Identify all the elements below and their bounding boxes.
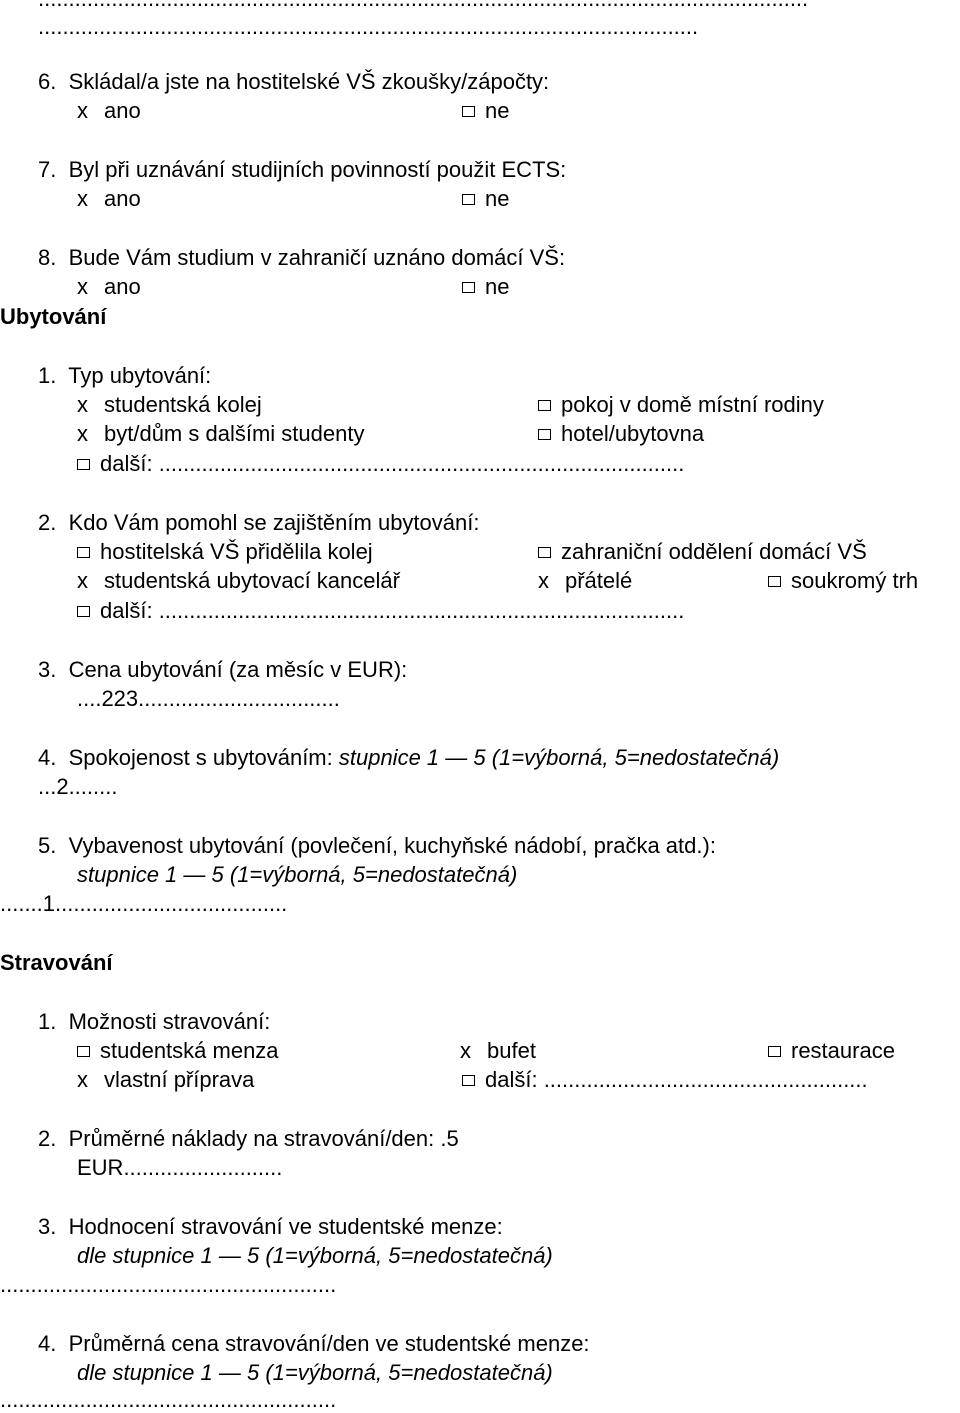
- option-yes[interactable]: x ano: [77, 186, 141, 211]
- option-buffet[interactable]: x bufet: [460, 1038, 536, 1063]
- option-no[interactable]: ne: [462, 186, 509, 212]
- question-7: 7. Byl při uznávání studijních povinností použit ECTS:: [38, 157, 567, 182]
- option-other[interactable]: další: ......................................................................................: [77, 451, 684, 477]
- option-friends[interactable]: x přátelé: [538, 568, 633, 593]
- checkbox-icon: [462, 282, 475, 293]
- option-host-university[interactable]: hostitelská VŠ přidělila kolej: [77, 539, 373, 565]
- question-6: 6. Skládal/a jste na hostitelské VŠ zkoušky/zápočty:: [38, 69, 550, 94]
- checkbox-icon: [768, 576, 781, 587]
- question-8: 8. Bude Vám studium v zahraničí uznáno domácí VŠ:: [38, 245, 566, 270]
- checkbox-icon: [768, 1046, 781, 1057]
- checkbox-icon: [538, 547, 551, 558]
- dotted-line: ............................................................................................................: [38, 14, 699, 39]
- option-dormitory[interactable]: x studentská kolej: [77, 392, 262, 417]
- option-international-office[interactable]: zahraniční oddělení domácí VŠ: [538, 539, 867, 565]
- answer-field[interactable]: .......................................................: [0, 1387, 337, 1412]
- food-question-4: 4. Průměrná cena stravování/den ve studentské menze:: [38, 1331, 590, 1356]
- option-no[interactable]: ne: [462, 274, 509, 300]
- checkbox-icon: [77, 1046, 90, 1057]
- accommodation-question-1: 1. Typ ubytování:: [38, 363, 212, 388]
- section-heading-food: Stravování: [0, 950, 113, 975]
- dotted-line: [38, 0, 808, 12]
- scale-note: stupnice 1 — 5 (1=výborná, 5=nedostatečná): [77, 862, 518, 887]
- section-heading-accommodation: Ubytování: [0, 304, 107, 329]
- scale-note: dle stupnice 1 — 5 (1=výborná, 5=nedostatečná): [77, 1243, 553, 1268]
- checkbox-icon: [77, 606, 90, 617]
- option-no[interactable]: ne: [462, 98, 509, 124]
- food-question-3: 3. Hodnocení stravování ve studentské menze:: [38, 1214, 503, 1239]
- option-private-market[interactable]: soukromý trh: [768, 568, 918, 594]
- accommodation-question-5: 5. Vybavenost ubytování (povlečení, kuchyňské nádobí, pračka atd.):: [38, 833, 716, 858]
- accommodation-question-2: 2. Kdo Vám pomohl se zajištěním ubytování:: [38, 510, 480, 535]
- checkbox-icon: [462, 194, 475, 205]
- option-yes[interactable]: x ano: [77, 274, 141, 299]
- checkbox-icon: [462, 106, 475, 117]
- checkbox-icon: [77, 459, 90, 470]
- accommodation-question-4: 4. Spokojenost s ubytováním: stupnice 1 — 5 (1=výborná, 5=nedostatečná): [38, 745, 780, 770]
- option-canteen[interactable]: studentská menza: [77, 1038, 279, 1064]
- answer-field[interactable]: EUR..........................: [77, 1155, 283, 1180]
- option-housing-office[interactable]: x studentská ubytovací kancelář: [77, 568, 400, 593]
- option-other[interactable]: další: ......................................................................................: [77, 598, 684, 624]
- answer-field[interactable]: ...2........: [38, 774, 118, 799]
- food-question-1: 1. Možnosti stravování:: [38, 1009, 271, 1034]
- checkbox-icon: [538, 400, 551, 411]
- answer-field[interactable]: .......................................................: [0, 1272, 337, 1297]
- option-other[interactable]: další: .....................................................: [462, 1067, 868, 1093]
- option-restaurant[interactable]: restaurace: [768, 1038, 895, 1064]
- option-shared-flat[interactable]: x byt/dům s dalšími studenty: [77, 421, 365, 446]
- option-self-catering[interactable]: x vlastní příprava: [77, 1067, 255, 1092]
- checkbox-icon: [77, 547, 90, 558]
- option-hotel[interactable]: hotel/ubytovna: [538, 421, 704, 447]
- food-question-2: 2. Průměrné náklady na stravování/den: .5: [38, 1126, 459, 1151]
- accommodation-question-3: 3. Cena ubytování (za měsíc v EUR):: [38, 657, 408, 682]
- option-host-family[interactable]: pokoj v domě místní rodiny: [538, 392, 824, 418]
- checkbox-icon: [538, 429, 551, 440]
- answer-field[interactable]: .......1......................................: [0, 891, 288, 916]
- scale-note: dle stupnice 1 — 5 (1=výborná, 5=nedostatečná): [77, 1360, 553, 1385]
- answer-field[interactable]: ....223.................................: [77, 686, 340, 711]
- checkbox-icon: [462, 1075, 475, 1086]
- option-yes[interactable]: x ano: [77, 98, 141, 123]
